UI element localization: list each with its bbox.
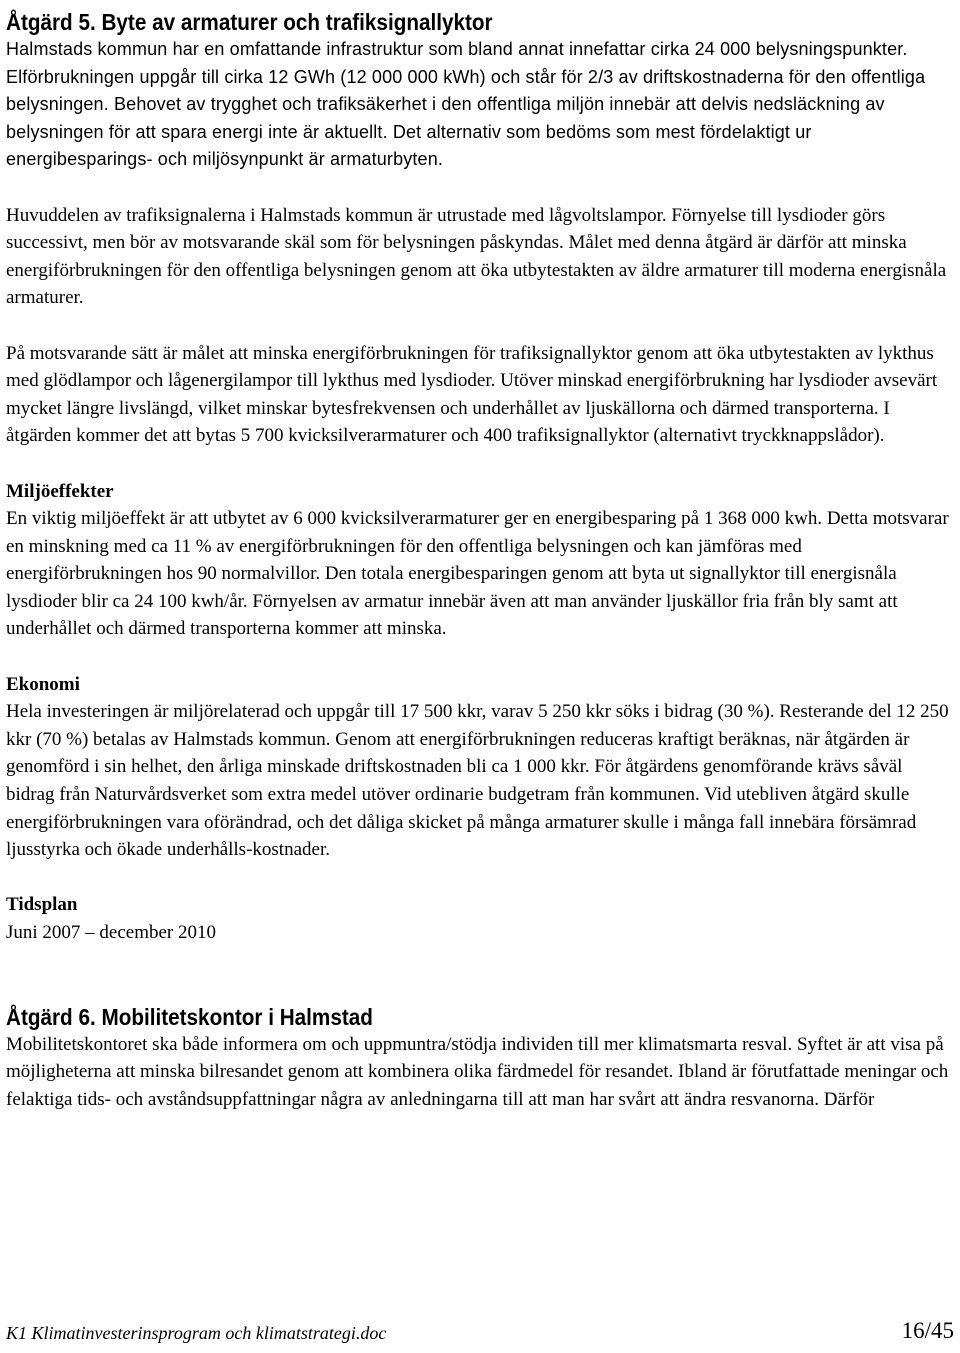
- section-5-intro: Halmstads kommun har en omfattande infrastruktur som bland annat innefattar cirka 24 000 belysningspunkter. Elförbrukningen uppgår till cirka 12 GWh (12 000 000 kWh) och står för 2/3 av driftskostnaderna för den offentliga belysningen. Behovet av trygghet och trafiksäkerhet i den offentliga miljön innebär att delvis nedsläckning av belysningen för att spara energi inte är aktuellt. Det alternativ som bedöms som mest fördelaktigt ur energibesparings- och miljösynpunkt är armaturbyten.: [6, 39, 926, 170]
- page-footer: [6, 1318, 954, 1344]
- document-page: [6, 0, 954, 1113]
- paragraph-signal-lanterns: På motsvarande sätt är målet att minska energiförbrukningen för trafiksignallyktor genom att öka utbytestakten av lykthus med glödlampor och lågenergilampor till lykthus med lysdioder. Utöver minskad energiförbrukning har lysdioder avsevärt mycket längre livslängd, vilket minskar bytesfrekvensen och underhållet av ljuskällorna och därmed transporterna. I åtgärden kommer det att bytas 5 700 kvicksilverarmaturer och 400 trafiksignallyktor (alternativt tryckknappslådor).: [6, 342, 938, 447]
- section-heading-5: Åtgärd 5. Byte av armaturer och trafiksignallyktor: [6, 9, 493, 35]
- subheading-schedule: Tidsplan: [6, 894, 78, 916]
- subheading-environment: Miljöeffekter: [6, 480, 114, 502]
- subheading-economy: Ekonomi: [6, 673, 80, 695]
- section-heading-6: Åtgärd 6. Mobilitetskontor i Halmstad: [6, 1003, 373, 1030]
- paragraph-environment: En viktig miljöeffekt är att utbytet av 6 000 kvicksilverarmaturer ger en energibesparing på 1 368 000 kwh. Detta motsvarar en minskning med ca 11 % av energiförbrukningen för den offentliga belysningen och kan jämföras med energiförbrukningen hos 90 normalvillor. Den totala energibesparingen genom att byta ut signallyktor till energisnåla lysdioder blir ca 24 100 kwh/år. Förnyelsen av armatur innebär även att man använder ljuskällor fria från bly samt att underhållet och därmed transporterna kommer att minska.: [6, 508, 949, 640]
- paragraph-traffic-signals: Huvuddelen av trafiksignalerna i Halmstads kommun är utrustade med lågvoltslampor. Förnyelse till lysdioder görs successivt, men bör av motsvarande skäl som för belysningen påskyndas. Målet med denna åtgärd är därför att minska energiförbrukningen för den offentliga belysningen genom att öka utbytestakten av äldre armaturer till moderna energisnåla armaturer.: [6, 204, 947, 309]
- footer-document-name: K1 Klimatinvesterinsprogram och klimatstrategi.doc: [6, 1323, 387, 1343]
- paragraph-mobility-office: Mobilitetskontoret ska både informera om och uppmuntra/stödja individen till mer klimatsmarta resval. Syftet är att visa på möjligheterna att minska bilresandet genom att kombinera olika färdmedel för resandet. Ibland är förutfattade meningar och felaktiga tids- och avståndsuppfattningar några av anledningarna till att man har svårt att ändra resvanorna. Därför: [6, 1033, 949, 1110]
- footer-page-number: 16/45: [901, 1318, 954, 1343]
- paragraph-schedule: Juni 2007 – december 2010: [6, 922, 217, 943]
- paragraph-economy: Hela investeringen är miljörelaterad och uppgår till 17 500 kkr, varav 5 250 kkr söks i bidrag (30 %). Resterande del 12 250 kkr (70 %) betalas av Halmstads kommun. Genom att energiförbrukningen reduceras kraftigt beräknas, när åtgärden är genomförd i sin helhet, den årliga minskade driftskostnaden bli ca 1 000 kkr. För åtgärdens genomförande krävs såväl bidrag från Naturvårdsverket som extra medel utöver ordinarie budgetram från kommunen. Vid utebliven åtgärd skulle energiförbrukningen vara oförändrad, och det dåliga skicket på många armaturer skulle i många fall innebära försämrad ljusstyrka och ökade underhålls-kostnader.: [6, 701, 949, 861]
